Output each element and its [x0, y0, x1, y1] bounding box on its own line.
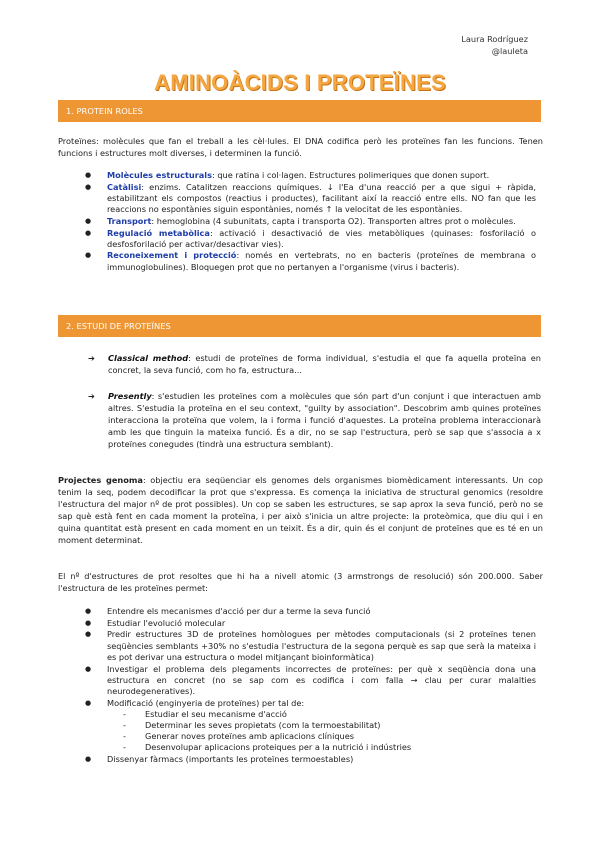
- role-text: : activació i desactivació de vies metabòliques (quinases: fosforilació o desfosforilació per activar/desactivar vies).: [107, 227, 536, 249]
- protein-roles-list: [80, 170, 536, 273]
- list-item-text: Modificació (enginyeria de proteïnes) per tal de:: [107, 697, 305, 708]
- role-text: : només en vertebrats, no en bacteris (proteïnes de membrana o immunoglobulines). Bloquegen prot que no pertanyen a l'organisme (virus i bacteris).: [107, 250, 537, 272]
- list-item: ● Investigar el problema dels plegaments incorrectes de proteïnes: per què x seqüència dona una estructura en concret (no se sap com es codifica i com falla → clau per curar malalties neurodegeneratives).: [80, 664, 536, 698]
- list-item: ● Dissenyar fàrmacs (importants les proteïnes termoestables): [80, 754, 536, 765]
- structures-count-paragraph: El nº d'estructures de prot resoltes que hi ha a nivell atomic (3 armstrongs de resolució) són 200.000. Saber l'estructura de les proteïnes permet:: [58, 571, 543, 593]
- list-item: [80, 698, 536, 754]
- sublist-item: - Desenvolupar aplicacions proteiques per a la nutrició i indústries: [107, 742, 536, 753]
- genome-projects-paragraph: [58, 474, 543, 546]
- genome-projects-term: Projectes genoma: [58, 475, 143, 485]
- author-name: Laura Rodríguez: [461, 34, 528, 44]
- author-handle: @lauleta: [491, 46, 528, 56]
- document-title: AMINOÀCIDS I PROTEÏNES: [154, 70, 446, 95]
- role-term: Catàlisi: [107, 181, 142, 192]
- presently-term: Presently: [108, 391, 152, 401]
- role-term: Molècules estructurals: [107, 170, 212, 180]
- structure-benefits-list: [80, 606, 536, 766]
- arrow-icon: ➔: [88, 353, 95, 363]
- role-text: : enzims. Catalitzen reaccions químiques. ↓ l'Ea d'una reacció per a que sigui + ràpida, estabilitzant els compostos (reactius i productes), facilitant així la reacció entre ells. NO fan que les reaccions no espontànies siguin espontànies, només ↑ la velocitat de les espontànies.: [107, 181, 536, 215]
- role-text: : hemoglobina (4 subunitats, capta i transporta O2). Transporten altres prot o molècules.: [151, 215, 516, 226]
- presently-item: [88, 390, 541, 450]
- list-item: [80, 250, 536, 272]
- list-item: ● Predir estructures 3D de proteïnes homòlogues per mètodes computacionals (si 2 proteïnes tenen seqüències semblants +30% no s'estudia l'estructura de la segona perquè es sap que serà la mateixa i es pot derivar una estructura o model mitjançant bioinformàtica): [80, 629, 536, 663]
- classical-text: : estudi de proteïnes de forma individual, s'estudia el que fa aquella proteïna en concret, la seva funció, com ho fa, estructura...: [108, 353, 541, 375]
- role-term: Transport: [107, 215, 152, 226]
- genome-projects-text: : objectiu era seqüenciar els genomes dels organismes biomèdicament interessants. Un cop tenim la seq, podem decodificar la prot que s'expressa. Es comença la iniciativa de structural genomics (resoldre l'estructura del major nº de prot possibles). Un cop se saben les estructures, se sap aprox la seva funció, però no se sap què està fent en cada moment la proteïna, i per això s'inicia un altre projecte: la proteòmica, que diu qui i en quina quantitat està present en cada moment en un teixit. És a dir, quin és el conjunt de proteïnes que es té en un moment determinat.: [58, 475, 543, 545]
- role-term: Reconeixement i protecció: [107, 250, 237, 261]
- classical-method-item: [88, 352, 541, 376]
- list-item: [80, 228, 536, 250]
- sublist-item: - Estudiar el seu mecanisme d'acció: [107, 709, 536, 720]
- list-item: [80, 216, 536, 227]
- list-item: [80, 182, 536, 216]
- section-heading-protein-roles: 1. PROTEIN ROLES: [58, 100, 541, 122]
- role-term: Regulació metabòlica: [107, 227, 210, 238]
- section-heading-protein-study: 2. ESTUDI DE PROTEÏNES: [58, 315, 541, 337]
- presently-text: : s'estudien les proteïnes com a molècules que són part d'un conjunt i que interactuen amb altres. S'estudia la proteïna en el seu context, "guilty by association". Descobrim amb quines proteïnes interacciona la proteïna que volem, la i forma i funció d'aquestes. La proteïna problema interaccionarà amb les que tinguin la mateixa funció. És a dir, no se sap l'estructura, però se sap que s'associa a x proteïnes conegudes (tindrà una estructura semblant).: [108, 391, 541, 449]
- modification-sublist: [107, 709, 536, 754]
- sublist-item: - Generar noves proteïnes amb aplicacions clíniques: [107, 731, 536, 742]
- list-item: [80, 170, 536, 181]
- role-text: : que ratina i col·lagen. Estructures polimeriques que donen suport.: [211, 170, 490, 180]
- classical-term: Classical method: [108, 353, 189, 363]
- list-item: ● Entendre els mecanismes d'acció per dur a terme la seva funció: [80, 606, 536, 617]
- sublist-item: - Determinar les seves propietats (com la termoestabilitat): [107, 720, 536, 731]
- list-item: ● Estudiar l'evolució molecular: [80, 618, 536, 629]
- author-block: [461, 33, 528, 57]
- arrow-icon: ➔: [88, 391, 95, 401]
- intro-paragraph: Proteïnes: molècules que fan el treball a les cèl·lules. El DNA codifica però les proteïnes fan les funcions. Tenen funcions i estructures molt diverses, i determinen la funció.: [58, 136, 543, 158]
